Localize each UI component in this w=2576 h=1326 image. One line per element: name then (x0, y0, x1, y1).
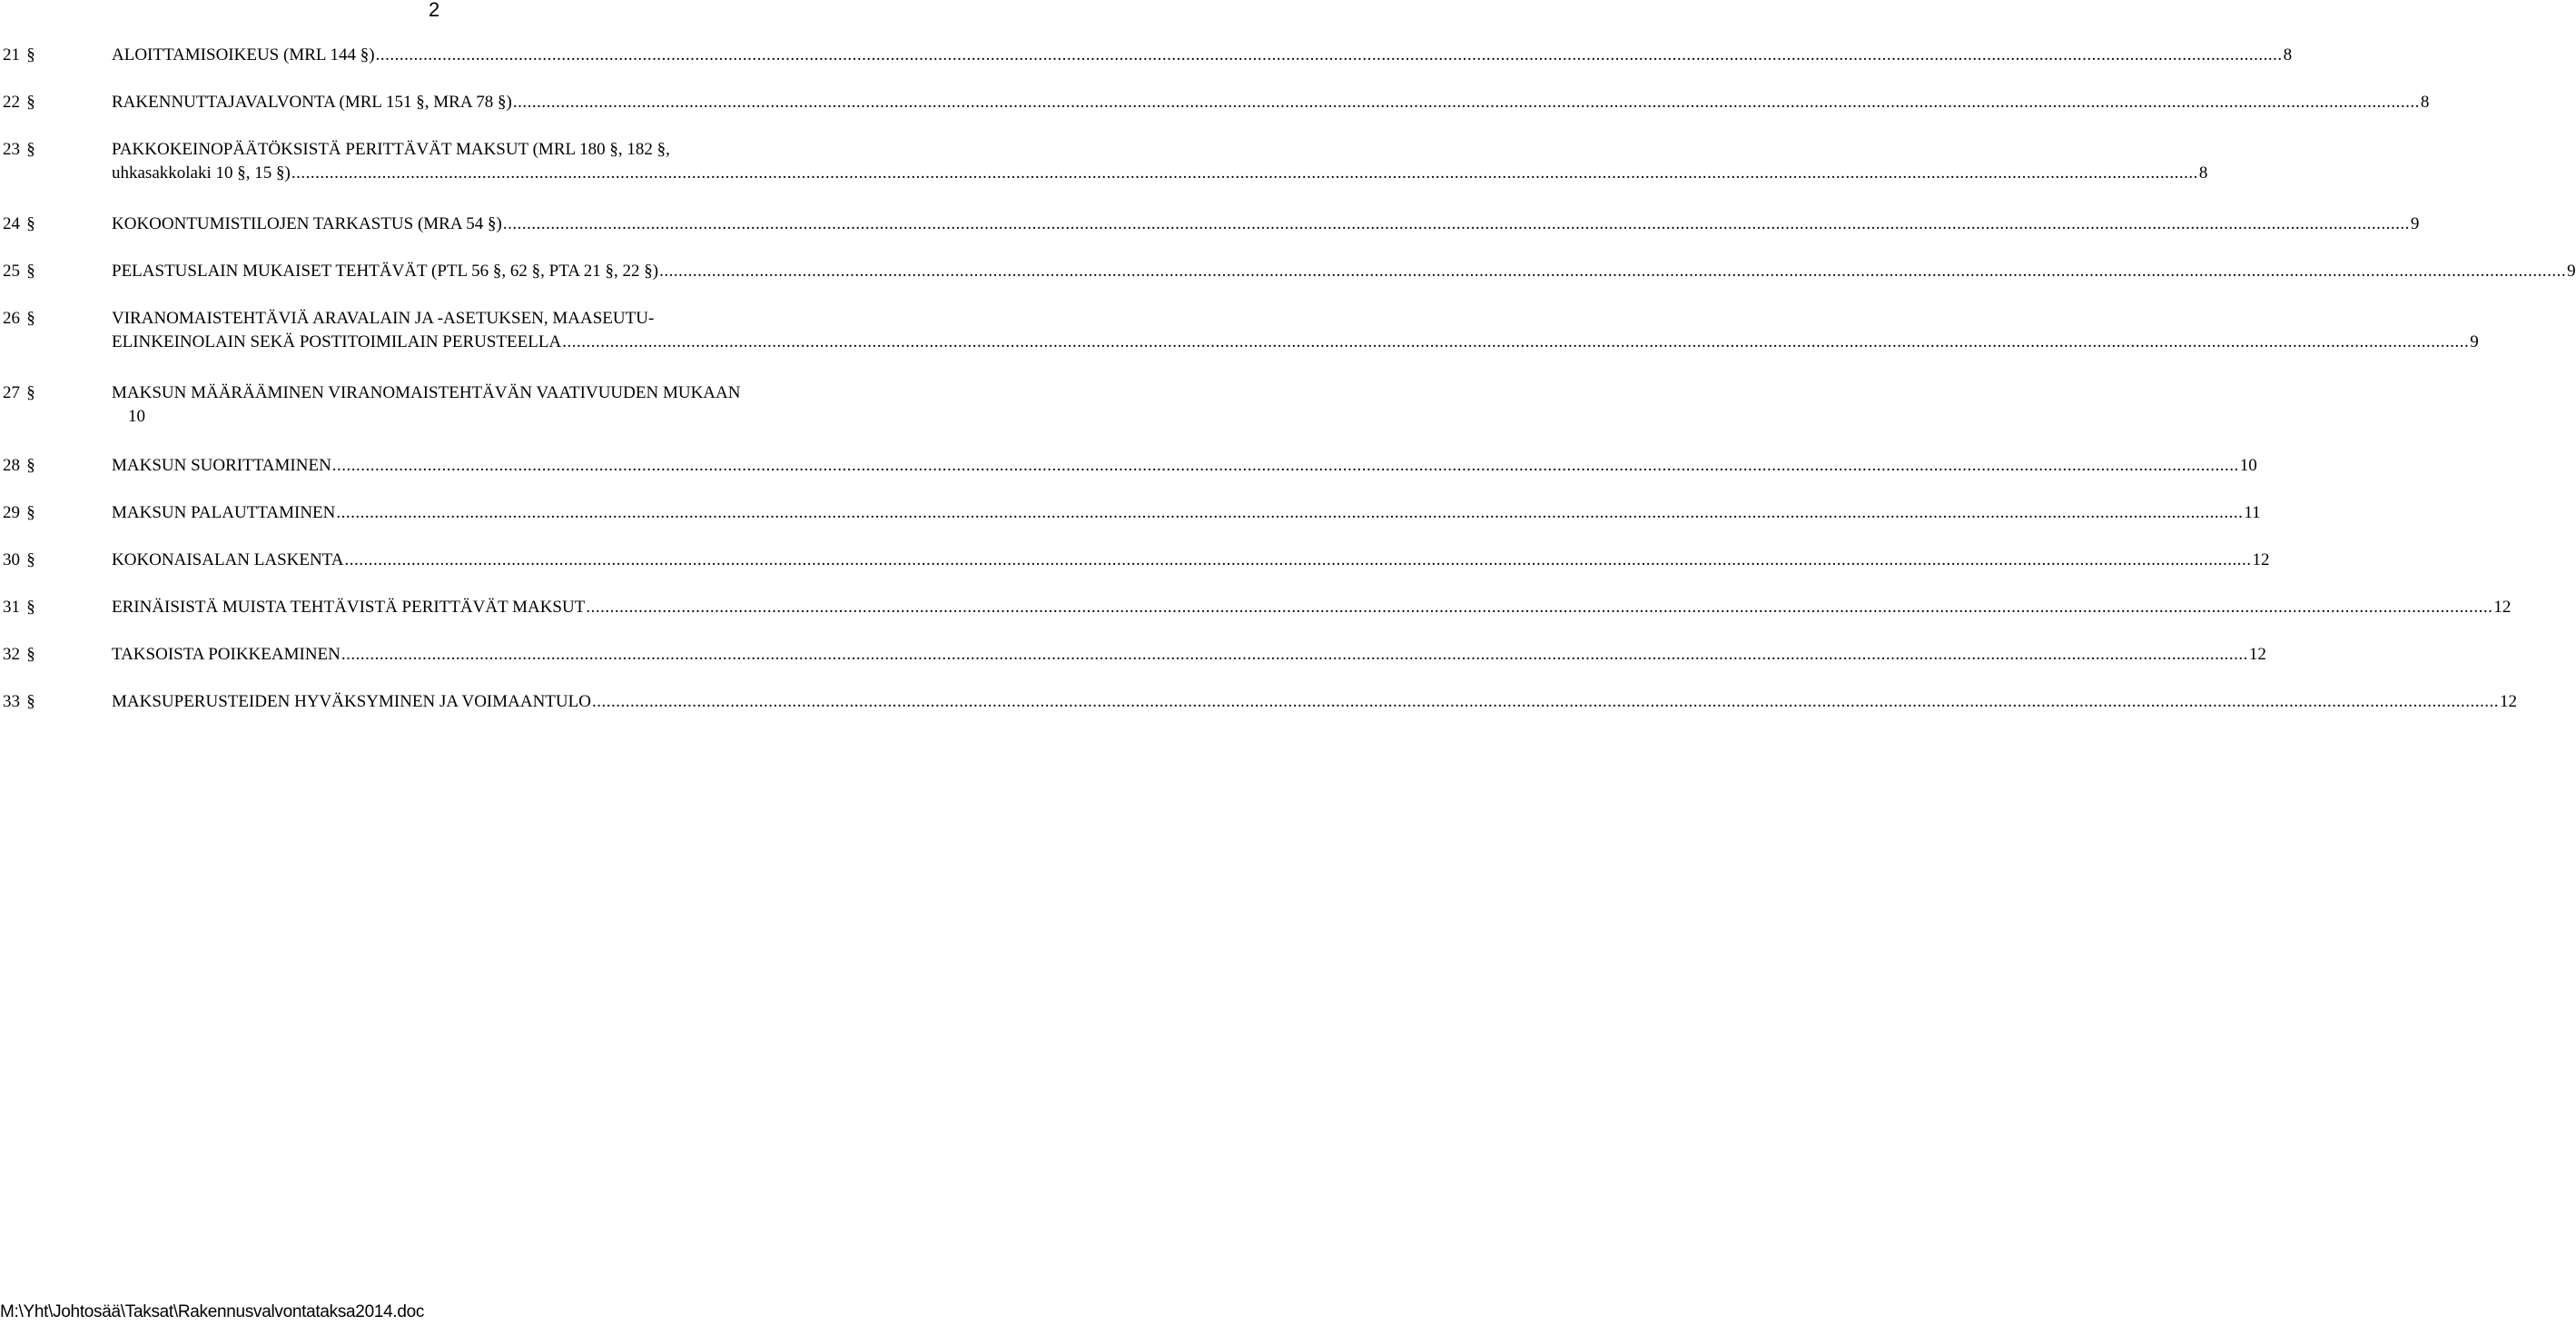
section-sign-icon: § (26, 93, 35, 112)
toc-title: PELASTUSLAIN MUKAISET TEHTÄVÄT (PTL 56 §, 62 §, PTA 21 §, 22 §) (112, 262, 659, 281)
toc-entry-body (112, 381, 866, 429)
section-sign-icon: § (26, 262, 35, 281)
toc-title-final-line (112, 331, 2479, 354)
toc-entry-body (112, 596, 2512, 619)
toc-entry-number (3, 213, 36, 236)
section-sign-icon: § (26, 692, 35, 711)
toc-page-number: 12 (2252, 550, 2270, 569)
toc-title: uhkasakkolaki 10 §, 15 §) (112, 163, 291, 183)
toc-title: MAKSUN PALAUTTAMINEN (112, 503, 336, 522)
toc-title-final-line (112, 690, 2517, 714)
toc-section-number: 26 (3, 309, 20, 328)
toc-title: ELINKEINOLAIN SEKÄ POSTITOIMILAIN PERUSTEELLA (112, 332, 562, 351)
section-sign-icon: § (26, 309, 35, 328)
toc-title: RAKENNUTTAJAVALVONTA (MRL 151 §, MRA 78 §) (112, 93, 512, 112)
toc-page-number: 9 (2410, 214, 2420, 233)
toc-title: KOKONAISALAN LASKENTA (112, 550, 344, 569)
toc-title-line: MAKSUN MÄÄRÄÄMINEN VIRANOMAISTEHTÄVÄN VAATIVUUDEN MUKAAN (112, 383, 741, 402)
toc-page-number: 9 (2567, 262, 2576, 281)
toc-entry-body (112, 690, 2517, 714)
toc-entry-number (3, 44, 36, 67)
toc-entry-number (3, 549, 36, 572)
dot-leader: ................................................................................................................................................................................................................................................................................................................................................................................................................ (336, 503, 2244, 522)
toc-entry-body (112, 307, 2479, 354)
toc-page-number: 10 (2239, 456, 2257, 475)
section-sign-icon: § (26, 456, 35, 475)
dot-leader: ................................................................................................................................................................................................................................................................................................................................................................................................................ (591, 692, 2499, 711)
toc-title: KOKOONTUMISTILOJEN TARKASTUS (MRA 54 §) (112, 214, 502, 233)
section-sign-icon: § (26, 645, 35, 664)
toc-title-final-line (112, 501, 2261, 525)
toc-section-number: 32 (3, 645, 20, 664)
toc-page-number: 8 (2198, 163, 2208, 183)
dot-leader: ................................................................................................................................................................................................................................................................................................................................................................................................................ (512, 93, 2420, 112)
toc-entry-number (3, 307, 36, 331)
section-sign-icon: § (26, 140, 35, 159)
toc-page-number: 8 (2283, 45, 2293, 64)
toc-title: ALOITTAMISOIKEUS (MRL 144 §) (112, 45, 375, 64)
toc-page-number: 11 (2244, 503, 2261, 522)
toc-page-number: 12 (2499, 692, 2517, 711)
toc-entry-body (112, 213, 2420, 236)
footer-file-path: M:\Yht\Johtosää\Taksat\Rakennusvalvontataksa2014.doc (0, 1302, 425, 1321)
page-number: 2 (429, 0, 440, 21)
toc-title-line: PAKKOKEINOPÄÄTÖKSISTÄ PERITTÄVÄT MAKSUT (MRL 180 §, 182 §, (112, 140, 670, 159)
toc-section-number: 25 (3, 262, 20, 281)
toc-entry-number (3, 690, 36, 714)
toc-section-number: 30 (3, 550, 20, 569)
toc-section-number: 22 (3, 93, 20, 112)
toc-entry-body (112, 260, 2576, 283)
dot-leader: ................................................................................................................................................................................................................................................................................................................................................................................................................ (502, 214, 2410, 233)
toc-entry-number (3, 596, 36, 619)
toc-title: TAKSOISTA POIKKEAMINEN (112, 645, 341, 664)
toc-entry-number (3, 260, 36, 283)
toc-title-final-line (112, 91, 2430, 114)
toc-entry-body (112, 549, 2270, 572)
toc-entry-number (3, 501, 36, 525)
toc-section-number: 28 (3, 456, 20, 475)
toc-entry-number (3, 138, 36, 162)
toc-title-line: VIRANOMAISTEHTÄVIÄ ARAVALAIN JA -ASETUKSEN, MAASEUTU- (112, 309, 655, 328)
toc-entry-number (3, 381, 36, 405)
section-sign-icon: § (26, 598, 35, 617)
toc-title-final-line (112, 213, 2420, 236)
toc-section-number: 29 (3, 503, 20, 522)
section-sign-icon: § (26, 503, 35, 522)
toc-section-number: 27 (3, 383, 20, 402)
section-sign-icon: § (26, 214, 35, 233)
toc-page-number: 8 (2420, 93, 2430, 112)
toc-entry-body (112, 454, 2257, 478)
dot-leader: ................................................................................................................................................................................................................................................................................................................................................................................................................ (341, 645, 2248, 664)
toc-title-final-line (112, 260, 2576, 283)
toc-entry-body (112, 138, 2208, 185)
dot-leader: ................................................................................................................................................................................................................................................................................................................................................................................................................ (344, 550, 2252, 569)
toc-section-number: 24 (3, 214, 20, 233)
toc-section-number: 21 (3, 45, 20, 64)
toc-title-final-line (112, 44, 2293, 67)
toc-entry-body (112, 91, 2430, 114)
toc-page-number: 12 (2248, 645, 2266, 664)
toc-title: MAKSUN SUORITTAMINEN (112, 456, 331, 475)
toc-page-number: 12 (2493, 598, 2512, 617)
dot-leader: ................................................................................................................................................................................................................................................................................................................................................................................................................ (562, 332, 2470, 351)
toc-entry-number (3, 643, 36, 667)
dot-leader: ................................................................................................................................................................................................................................................................................................................................................................................................................ (291, 163, 2198, 183)
toc-title-final-line (112, 596, 2512, 619)
toc-entry-body (112, 44, 2293, 67)
toc-section-number: 33 (3, 692, 20, 711)
toc-section-number: 23 (3, 140, 20, 159)
toc-page-number: 9 (2470, 332, 2479, 351)
toc-entry-body (112, 501, 2261, 525)
dot-leader: ................................................................................................................................................................................................................................................................................................................................................................................................................ (331, 456, 2239, 475)
toc-entry-body (112, 643, 2266, 667)
dot-leader: ................................................................................................................................................................................................................................................................................................................................................................................................................ (659, 262, 2567, 281)
dot-leader: ................................................................................................................................................................................................................................................................................................................................................................................................................ (586, 598, 2493, 617)
toc-entry-number (3, 91, 36, 114)
toc-title-final-line (112, 549, 2270, 572)
toc-title: MAKSUPERUSTEIDEN HYVÄKSYMINEN JA VOIMAANTULO (112, 692, 591, 711)
toc-title-final-line (112, 454, 2257, 478)
section-sign-icon: § (26, 45, 35, 64)
toc-title: ERINÄISISTÄ MUISTA TEHTÄVISTÄ PERITTÄVÄT MAKSUT (112, 598, 586, 617)
dot-leader: ................................................................................................................................................................................................................................................................................................................................................................................................................ (375, 45, 2283, 64)
section-sign-icon: § (26, 383, 35, 402)
toc-entry-number (3, 454, 36, 478)
toc-section-number: 31 (3, 598, 20, 617)
section-sign-icon: § (26, 550, 35, 569)
toc-title-line: 10 (128, 407, 145, 426)
toc-title-final-line (112, 162, 2208, 185)
toc-title-final-line (112, 643, 2266, 667)
